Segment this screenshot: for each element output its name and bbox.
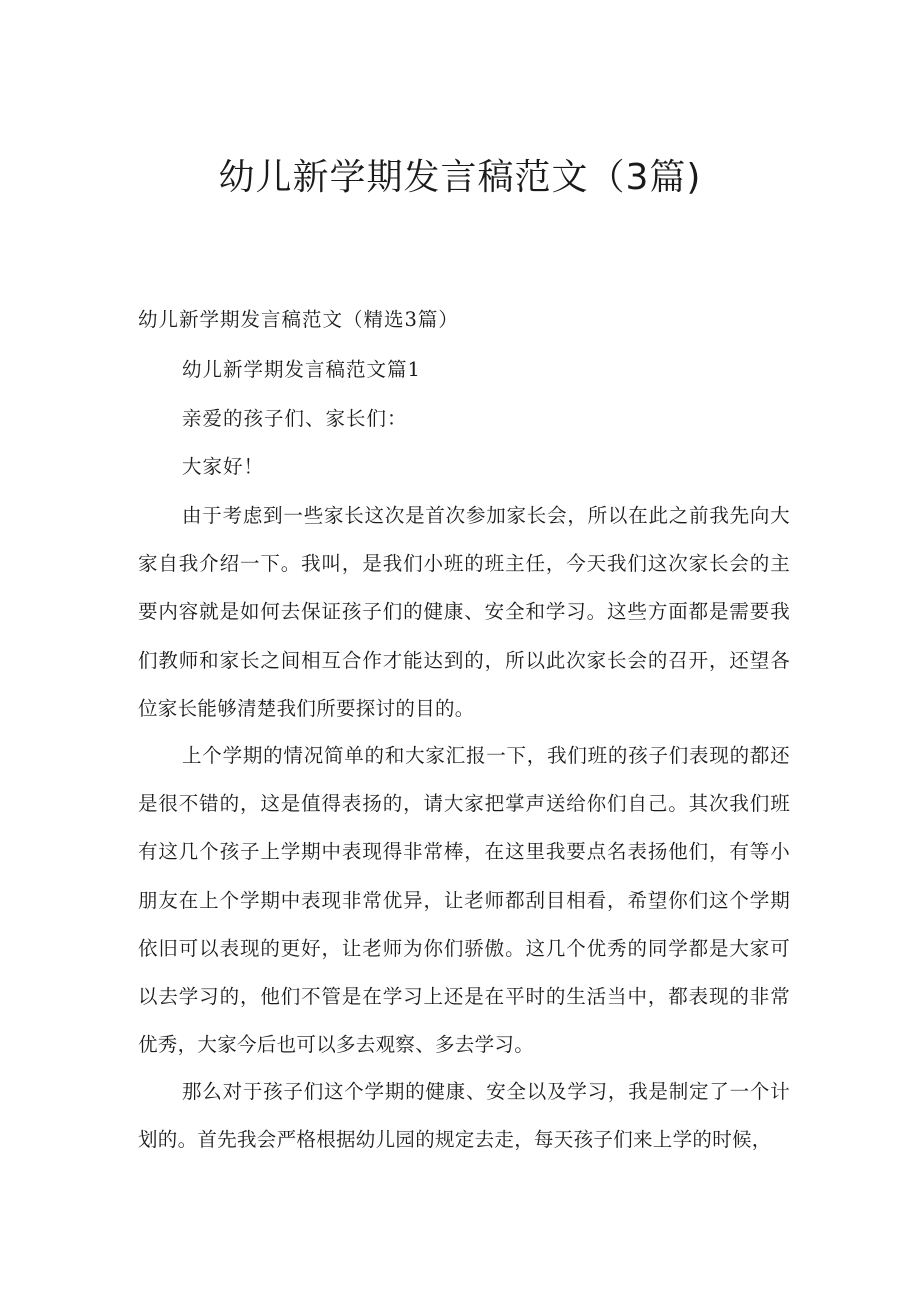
body-paragraph-1: 由于考虑到一些家长这次是首次参加家长会，所以在此之前我先向大家自我介绍一下。我叫，是我们小班的班主任，今天我们这次家长会的主要内容就是如何去保证孩子们的健康、安全和学习。这些方面都是需要我们教师和家长之间相互合作才能达到的，所以此次家长会的召开，还望各位家长能够清楚我们所要探讨的目的。	[138, 504, 790, 720]
greeting: 大家好！	[182, 455, 265, 478]
salutation: 亲爱的孩子们、家长们：	[182, 407, 408, 430]
body-paragraph-3: 那么对于孩子们这个学期的健康、安全以及学习，我是制定了一个计划的。首先我会严格根据幼儿园的规定去走，每天孩子们来上学的时候，	[138, 1080, 790, 1152]
document-subtitle: 幼儿新学期发言稿范文（精选3篇）	[138, 308, 459, 331]
document-title: 幼儿新学期发言稿范文（3篇)	[218, 157, 702, 198]
section-heading: 幼儿新学期发言稿范文篇1	[182, 358, 421, 381]
body-paragraph-2: 上个学期的情况简单的和大家汇报一下，我们班的孩子们表现的都还是很不错的，这是值得表扬的，请大家把掌声送给你们自己。其次我们班有这几个孩子上学期中表现得非常棒，在这里我要点名表扬他们，有等小朋友在上个学期中表现非常优异，让老师都刮目相看，希望你们这个学期依旧可以表现的更好，让老师为你们骄傲。这几个优秀的同学都是大家可以去学习的，他们不管是在学习上还是在平时的生活当中，都表现的非常优秀，大家今后也可以多去观察、多去学习。	[138, 744, 790, 1057]
